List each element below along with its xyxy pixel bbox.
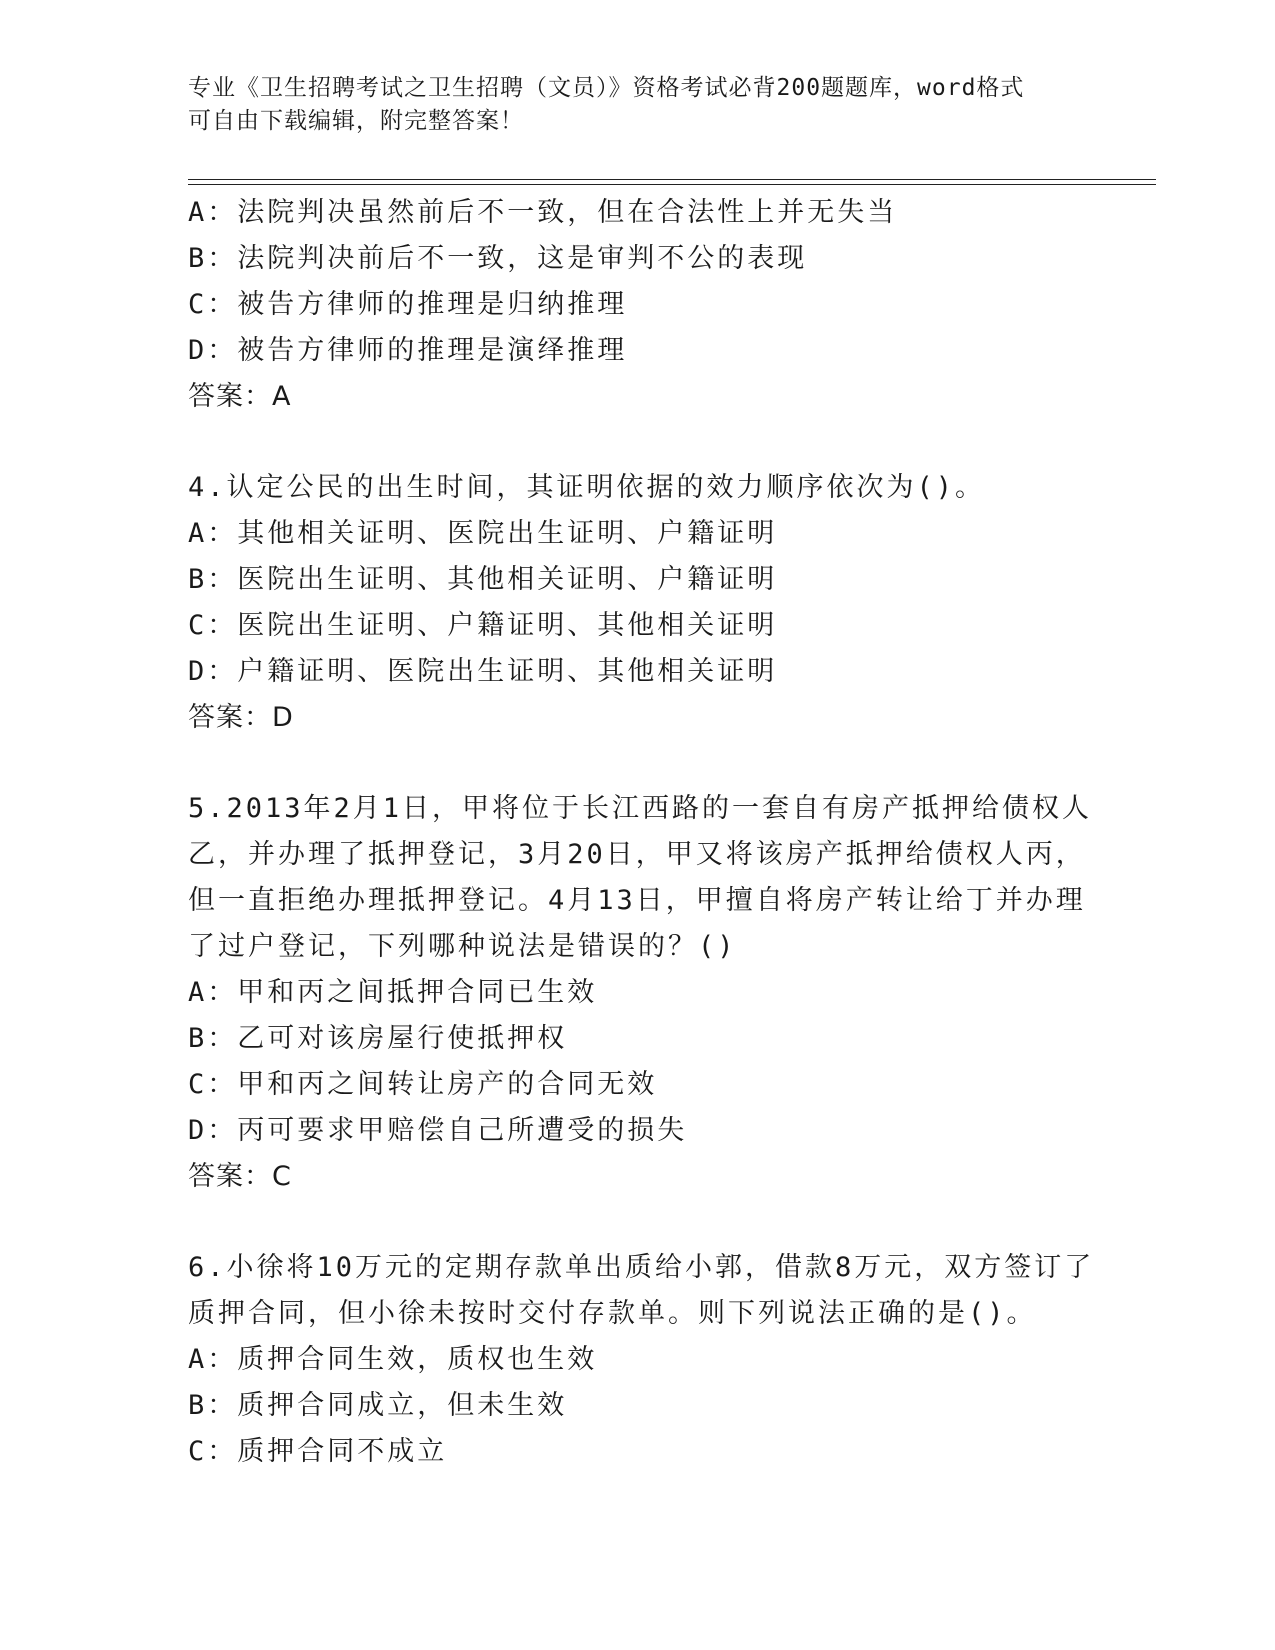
header-line-2: 可自由下载编辑，附完整答案！ [188, 108, 524, 134]
option-b: B：质押合同成立，但未生效 [188, 1390, 568, 1421]
answer: 答案：C [188, 1161, 292, 1192]
answer: 答案：A [188, 381, 292, 412]
question-text-line: 乙，并办理了抵押登记，3月20日，甲又将该房产抵押给债权人丙， [188, 839, 1086, 870]
spacer [188, 1200, 1088, 1245]
option-d: D：丙可要求甲赔偿自己所遭受的损失 [188, 1115, 688, 1146]
document-header [188, 72, 1088, 138]
header-divider-bottom [188, 184, 1156, 185]
option-b: B：法院判决前后不一致，这是审判不公的表现 [188, 243, 808, 274]
answer: 答案：D [188, 702, 294, 733]
option-a: A：其他相关证明、医院出生证明、户籍证明 [188, 518, 778, 549]
option-c: C：被告方律师的推理是归纳推理 [188, 289, 628, 320]
option-b: B：乙可对该房屋行使抵押权 [188, 1023, 568, 1054]
question-text-line: 但一直拒绝办理抵押登记。4月13日，甲擅自将房产转让给丁并办理 [188, 885, 1086, 916]
question-text: 4.认定公民的出生时间，其证明依据的效力顺序依次为()。 [188, 472, 986, 503]
question-text-line: 5.2013年2月1日，甲将位于长江西路的一套自有房产抵押给债权人 [188, 793, 1093, 824]
header-divider-top [188, 179, 1156, 180]
question-3 [188, 190, 1088, 420]
question-text-line: 了过户登记，下列哪种说法是错误的？() [188, 931, 737, 962]
option-b: B：医院出生证明、其他相关证明、户籍证明 [188, 564, 778, 595]
spacer [188, 741, 1088, 786]
option-a: A：质押合同生效，质权也生效 [188, 1344, 598, 1375]
question-4 [188, 465, 1088, 741]
question-6 [188, 1245, 1095, 1475]
option-d: D：户籍证明、医院出生证明、其他相关证明 [188, 656, 778, 687]
question-text-line: 质押合同，但小徐未按时交付存款单。则下列说法正确的是()。 [188, 1298, 1037, 1329]
option-d: D：被告方律师的推理是演绎推理 [188, 335, 628, 366]
question-5 [188, 786, 1093, 1200]
option-c: C：质押合同不成立 [188, 1436, 448, 1467]
question-list [188, 190, 1095, 1475]
option-c: C：甲和丙之间转让房产的合同无效 [188, 1069, 658, 1100]
question-text-line: 6.小徐将10万元的定期存款单出质给小郭，借款8万元，双方签订了 [188, 1252, 1095, 1283]
spacer [188, 420, 1088, 465]
option-a: A：甲和丙之间抵押合同已生效 [188, 977, 598, 1008]
option-a: A：法院判决虽然前后不一致，但在合法性上并无失当 [188, 197, 898, 228]
option-c: C：医院出生证明、户籍证明、其他相关证明 [188, 610, 778, 641]
header-line-1: 专业《卫生招聘考试之卫生招聘（文员）》资格考试必背200题题库，word格式 [188, 75, 1025, 101]
